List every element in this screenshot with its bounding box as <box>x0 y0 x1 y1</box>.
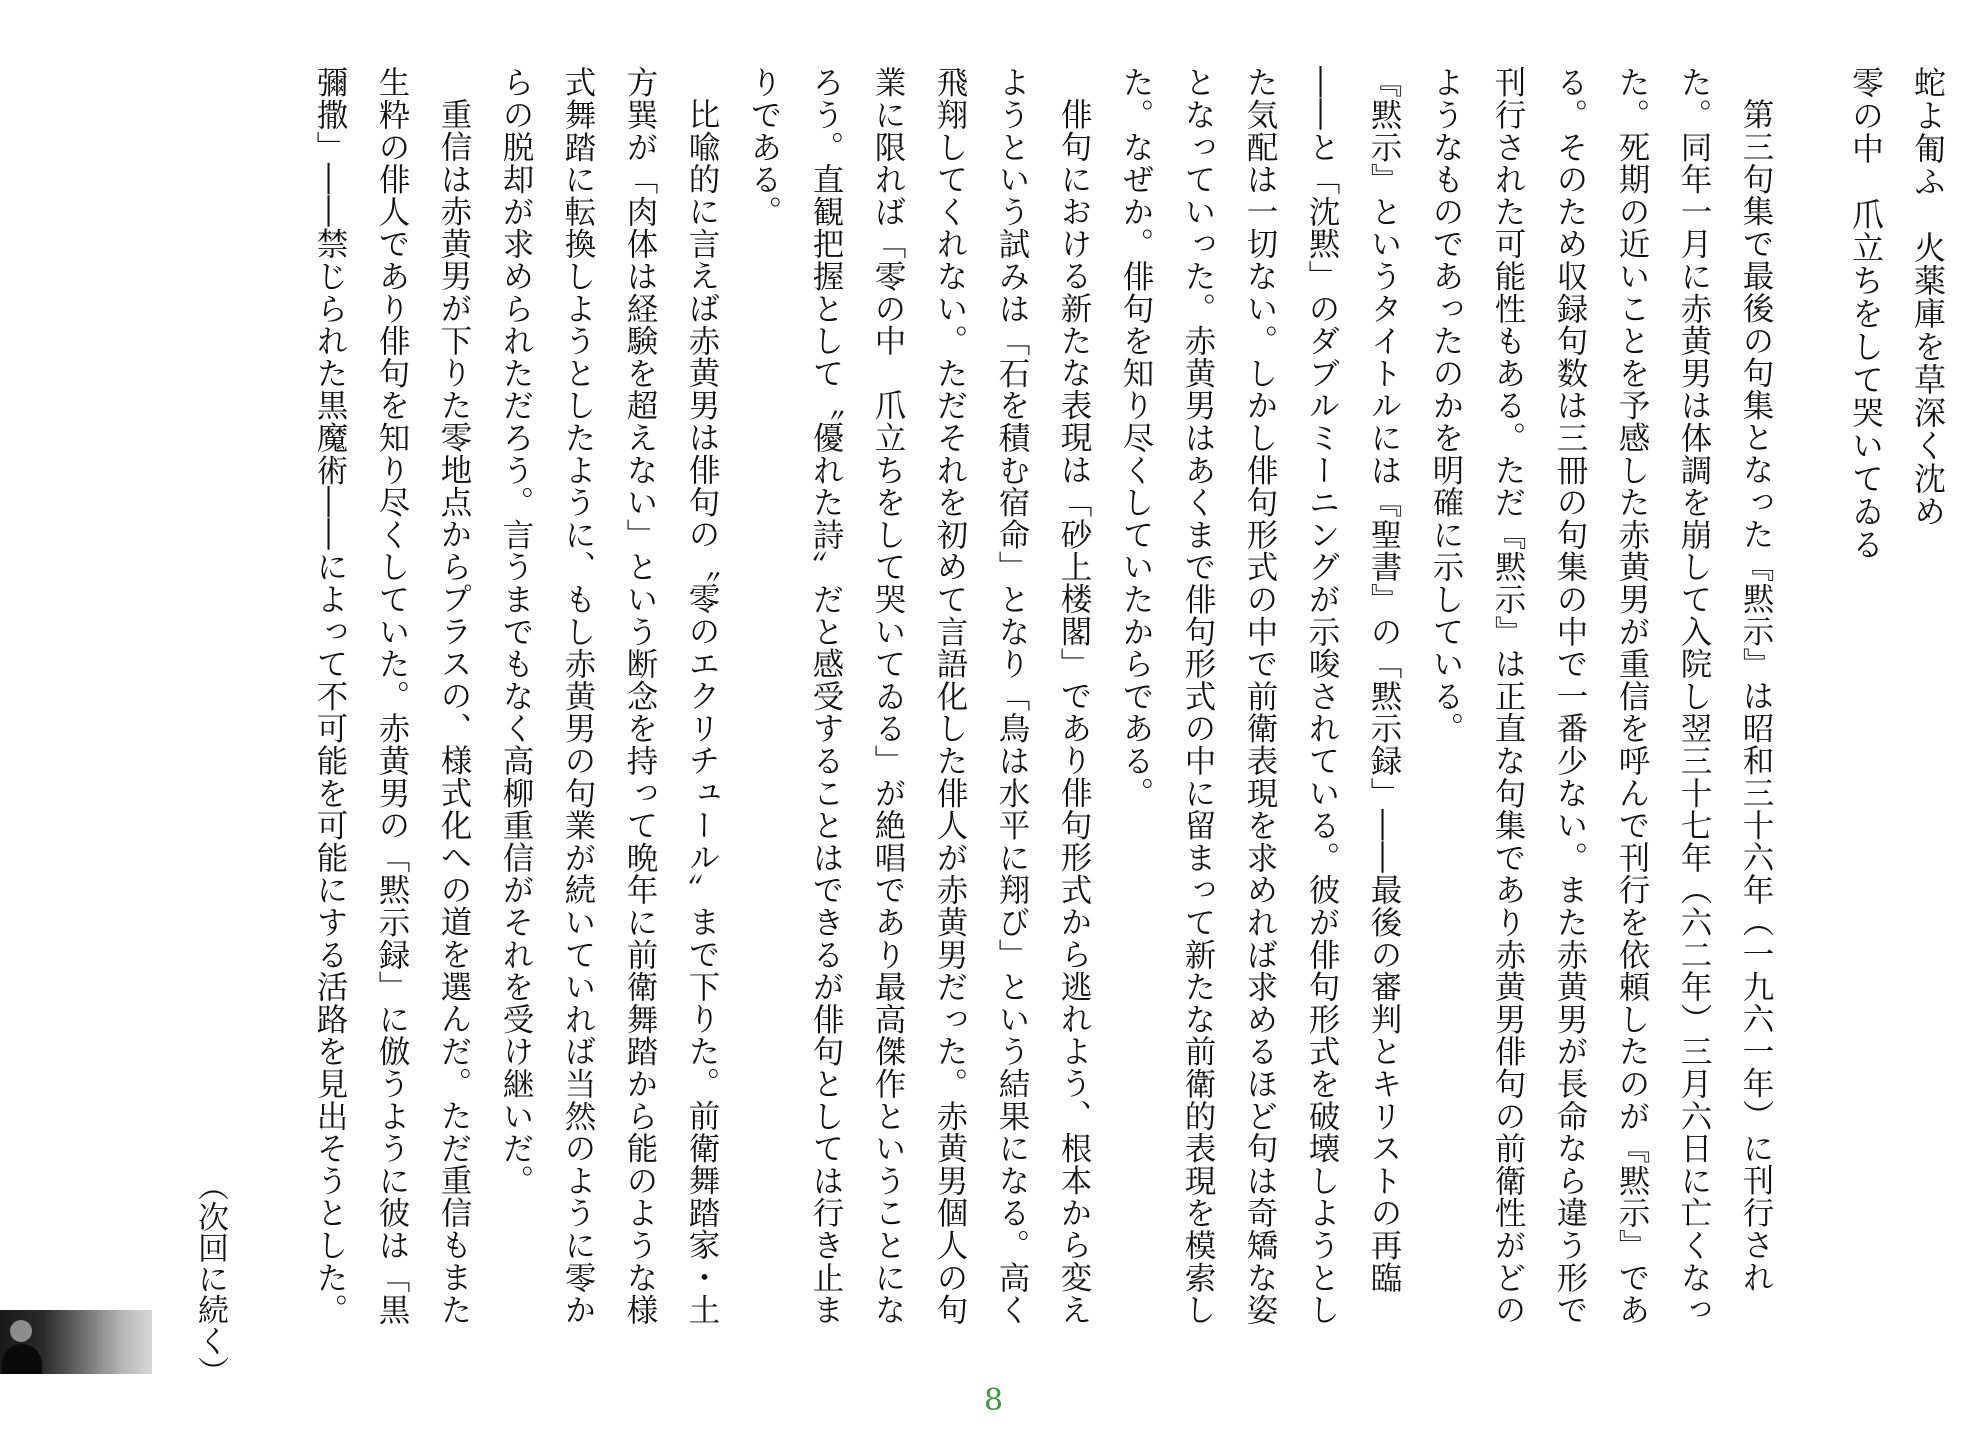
paragraph: 『黙示』というタイトルには『聖書』の「黙示録」――最後の審判とキリストの再臨――と「沈黙」のダブルミーニングが示唆されている。彼が俳句形式を破壊しようとした気配は一切ない。しかし俳句形式の中で前衛表現を求めれば求めるほど句は奇矯な姿となっていった。赤黄男はあくまで俳句形式の中に留まって新たな前衛的表現を模索した。なぜか。俳句を知り尽くしていたからである。 <box>1118 66 1402 1326</box>
paragraph: 第三句集で最後の句集となった『黙示』は昭和三十六年（一九六一年）に刊行された。同年一月に赤黄男は体調を崩して入院し翌三十七年（六二年）三月六日に亡くなった。死期の近いことを予感した赤黄男が重信を呼んで刊行を依頼したのが『黙示』である。そのため収録句数は三冊の句集の中で一番少ない。また赤黄男が長命なら違う形で刊行された可能性もある。ただ『黙示』は正直な句集であり赤黄男俳句の前衛性がどのようなものであったのかを明確に示している。 <box>1428 66 1774 1326</box>
author-portrait-thumbnail <box>0 1310 152 1374</box>
paragraph: 重信は赤黄男が下りた零地点からプラスの、様式化への道を選んだ。ただ重信もまた生粋の俳人であり俳句を知り尽くしていた。赤黄男の「黙示録」に倣うように彼は「黒彌撒」――禁じられた黒魔術――によって不可能を可能にする活路を見出そうとした。 <box>312 66 472 1326</box>
poem-line: 蛇よ匍ふ 火薬庫を草深く沈め <box>1909 66 1947 528</box>
paragraph: 俳句における新たな表現は「砂上楼閣」であり俳句形式から逃れよう、根本から変えようという試みは「石を積む宿命」となり「鳥は水平に翔び」という結果になる。高く飛翔してくれない。ただそれを初めて言語化した俳人が赤黄男だった。赤黄男個人の句業に限れば「零の中 爪立ちをして哭いてゐる」が絶唱であり最高傑作ということになろう。直観把握として〝優れた詩〟だと感受することはできるが俳句としては行き止まりである。 <box>746 66 1092 1326</box>
paragraph: 比喩的に言えば赤黄男は俳句の〝零のエクリチュール〟まで下りた。前衛舞踏家・土方巽が「肉体は経験を超えない」という断念を持って晩年に前衛舞踏から能のような様式舞踏に転換しようとしたように、もし赤黄男の句業が続いていれば当然のように零からの脱却が求められただろう。言うまでもなく高柳重信がそれを受け継いだ。 <box>498 66 720 1326</box>
page-number: 8 <box>984 1383 1004 1418</box>
poem-line: 零の中 爪立ちをして哭いてゐる <box>1847 66 1885 561</box>
epigraph-poem <box>1835 66 1959 626</box>
portrait-face-shape <box>10 1320 32 1342</box>
portrait-shoulders-shape <box>2 1344 42 1374</box>
to-be-continued-note: （次回に続く） <box>192 1170 228 1387</box>
essay-body <box>299 66 1787 1356</box>
